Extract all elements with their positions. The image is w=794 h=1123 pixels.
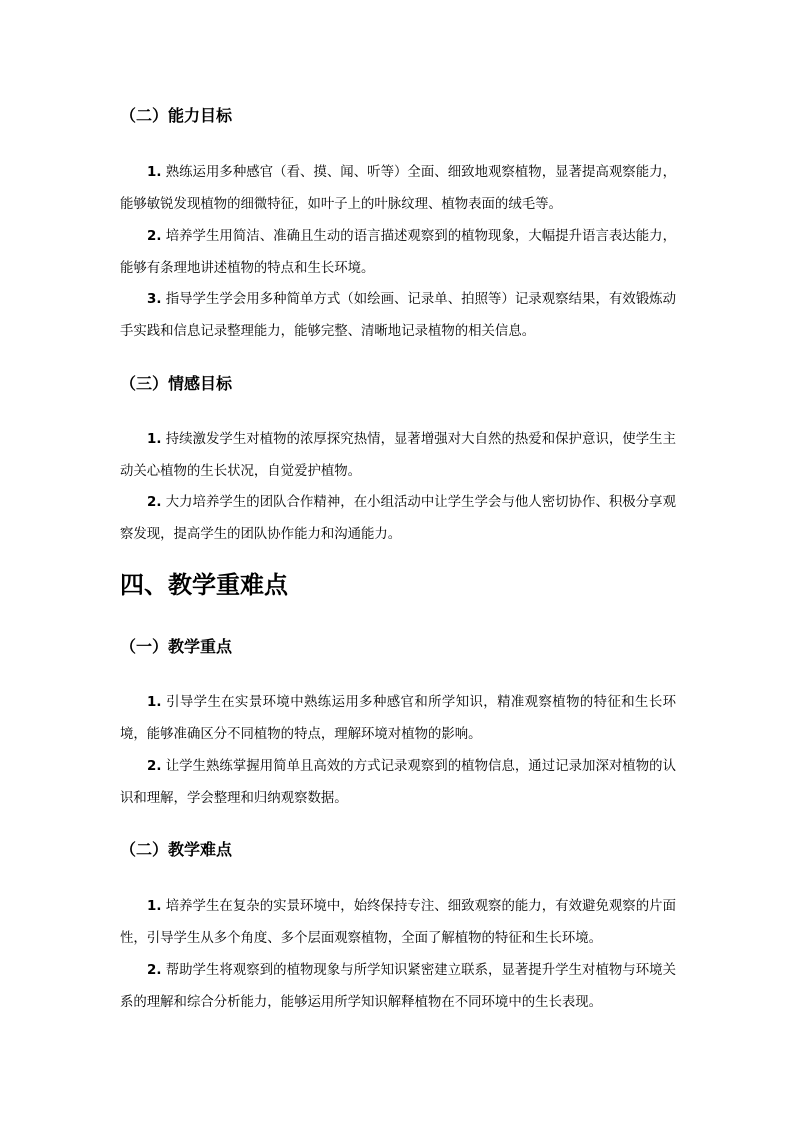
- paragraph-text: 大力培养学生的团队合作精神，在小组活动中让学生学会与他人密切协作、积极分享观察发现，提高学生的团队协作能力和沟通能力。: [120, 495, 676, 542]
- paragraph: [120, 221, 676, 285]
- paragraph-number: 3.: [147, 292, 162, 307]
- paragraph-number: 2.: [147, 759, 162, 774]
- paragraph-text: 持续激发学生对植物的浓厚探究热情，显著增强对大自然的热爱和保护意识，使学生主动关心植物的生长状况，自觉爱护植物。: [120, 432, 676, 479]
- section-heading-key-points: （一）教学重点: [120, 637, 233, 656]
- paragraph-number: 2.: [147, 495, 162, 510]
- section-heading-emotion-goals: （三）情感目标: [120, 374, 233, 393]
- paragraph-text: 帮助学生将观察到的植物现象与所学知识紧密建立联系，显著提升学生对植物与环境关系的理解和综合分析能力，能够运用所学知识解释植物在不同环境中的生长表现。: [120, 963, 676, 1010]
- paragraph-text: 培养学生用简洁、准确且生动的语言描述观察到的植物现象，大幅提升语言表达能力，能够有条理地讲述植物的特点和生长环境。: [120, 229, 676, 276]
- paragraph-number: 1.: [147, 899, 162, 914]
- paragraph: [120, 157, 676, 221]
- paragraph-number: 2.: [147, 963, 162, 978]
- paragraph: [120, 687, 676, 751]
- paragraph-number: 1.: [147, 165, 162, 180]
- section-heading-difficulties: （二）教学难点: [120, 840, 233, 859]
- section-heading-ability-goals: （二）能力目标: [120, 106, 233, 125]
- paragraph-text: 让学生熟练掌握用简单且高效的方式记录观察到的植物信息，通过记录加深对植物的认识和理解，学会整理和归纳观察数据。: [120, 759, 676, 806]
- paragraph-number: 2.: [147, 229, 162, 244]
- paragraph: [120, 424, 676, 488]
- paragraph-text: 培养学生在复杂的实景环境中，始终保持专注、细致观察的能力，有效避免观察的片面性，引导学生从多个角度、多个层面观察植物，全面了解植物的特征和生长环境。: [120, 899, 676, 946]
- paragraph: [120, 751, 676, 815]
- paragraph: [120, 891, 676, 955]
- paragraph: [120, 284, 676, 348]
- paragraph-text: 引导学生在实景环境中熟练运用多种感官和所学知识，精准观察植物的特征和生长环境，能够准确区分不同植物的特点，理解环境对植物的影响。: [120, 695, 677, 742]
- paragraph-text: 指导学生学会用多种简单方式（如绘画、记录单、拍照等）记录观察结果，有效锻炼动手实践和信息记录整理能力，能够完整、清晰地记录植物的相关信息。: [120, 292, 676, 339]
- paragraph-number: 1.: [147, 695, 162, 710]
- paragraph-number: 1.: [147, 432, 162, 447]
- chapter-heading: 四、教学重难点: [120, 570, 288, 599]
- paragraph-text: 熟练运用多种感官（看、摸、闻、听等）全面、细致地观察植物，显著提高观察能力，能够敏锐发现植物的细微特征，如叶子上的叶脉纹理、植物表面的绒毛等。: [120, 165, 676, 212]
- paragraph: [120, 955, 676, 1019]
- paragraph: [120, 487, 676, 551]
